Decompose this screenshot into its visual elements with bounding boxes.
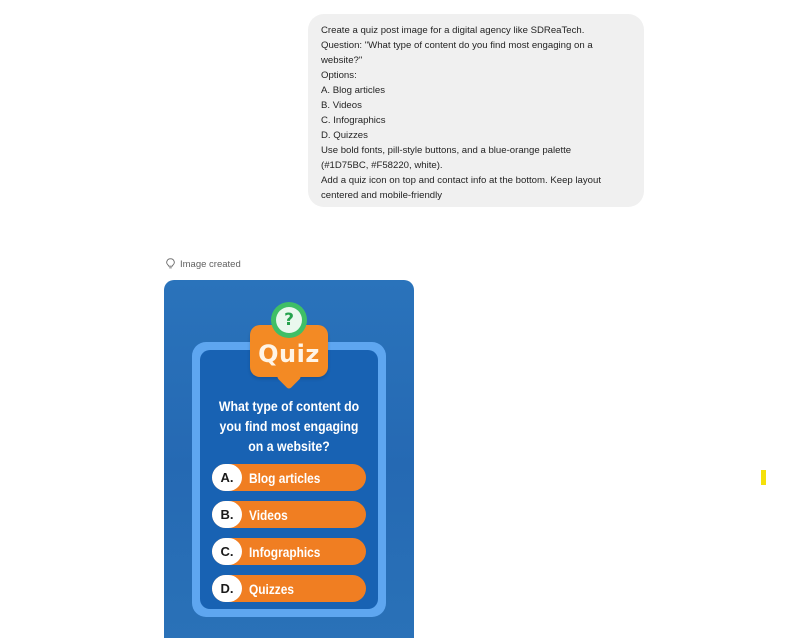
- image-created-status: [165, 258, 241, 270]
- quiz-question: What type of content do you find most engaging on a website?: [218, 398, 360, 454]
- message-line: Options:: [321, 70, 357, 81]
- option-letter: B.: [212, 501, 242, 528]
- option-a: [212, 464, 366, 491]
- message-line: centered and mobile-friendly: [321, 190, 443, 201]
- message-line: Question: "What type of content do you find most engaging on a: [321, 40, 593, 51]
- user-message-bubble: [308, 14, 644, 207]
- option-letter: A.: [212, 464, 242, 491]
- option-c: [212, 538, 366, 565]
- message-line: C. Infographics: [321, 115, 386, 126]
- message-line: D. Quizzes: [321, 130, 368, 141]
- message-line: B. Videos: [321, 100, 362, 111]
- message-line: website?": [321, 55, 363, 66]
- generated-quiz-image[interactable]: [164, 280, 414, 638]
- message-line: Create a quiz post image for a digital agency like SDReaTech.: [321, 25, 585, 36]
- lightbulb-icon: [165, 258, 176, 270]
- text-cursor-marker: [761, 470, 766, 485]
- message-line: A. Blog articles: [321, 85, 385, 96]
- message-line: (#1D75BC, #F58220, white).: [321, 160, 443, 171]
- option-label: Videos: [249, 506, 288, 523]
- option-d: [212, 575, 366, 602]
- question-mark-icon: ?: [271, 302, 307, 338]
- quiz-badge-title: Quiz: [258, 340, 320, 368]
- option-b: [212, 501, 366, 528]
- option-label: Quizzes: [249, 580, 294, 597]
- option-letter: C.: [212, 538, 242, 565]
- option-label: Infographics: [249, 543, 321, 560]
- message-line: Add a quiz icon on top and contact info at the bottom. Keep layout: [321, 175, 602, 186]
- message-line: Use bold fonts, pill-style buttons, and a blue-orange palette: [321, 145, 572, 156]
- status-text: Image created: [180, 258, 241, 270]
- option-letter: D.: [212, 575, 242, 602]
- option-label: Blog articles: [249, 469, 321, 486]
